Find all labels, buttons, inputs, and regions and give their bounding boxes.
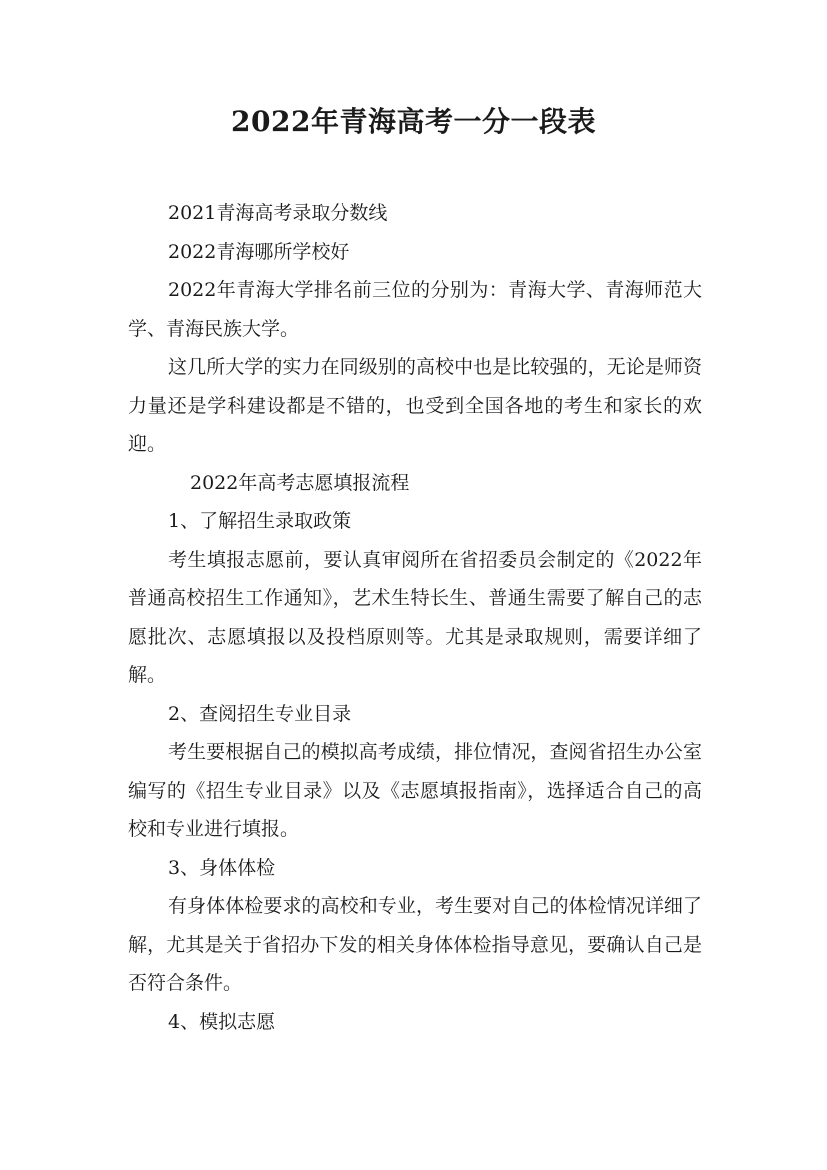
paragraph-2021-cutoff: 2021青海高考录取分数线 xyxy=(168,202,388,224)
section-heading-process: 2022年高考志愿填报流程 xyxy=(190,471,410,494)
paragraph-step-1: 考生填报志愿前，要认真审阅所在省招委员会制定的《2022年普通高校招生工作通知》，艺术生特长生、普通生需要了解自己的志愿批次、志愿填报以及投档原则等。尤其是录取规则，需要详细了解。 xyxy=(128,548,702,686)
document-title: 2022年青海高考一分一段表 xyxy=(231,105,596,138)
paragraph-top-three: 2022年青海大学排名前三位的分别为：青海大学、青海师范大学、青海民族大学。 xyxy=(128,279,702,340)
step-heading-2: 2、查阅招生专业目录 xyxy=(168,702,352,725)
paragraph-best-schools: 2022青海哪所学校好 xyxy=(168,240,350,263)
paragraph-step-3: 有身体体检要求的高校和专业，考生要对自己的体检情况详细了解，尤其是关于省招办下发的相关身体体检指导意见，要确认自己是否符合条件。 xyxy=(128,895,702,994)
paragraph-step-2: 考生要根据自己的模拟高考成绩，排位情况，查阅省招生办公室编写的《招生专业目录》以及《志愿填报指南》，选择适合自己的高校和专业进行填报。 xyxy=(128,741,702,840)
step-heading-3: 3、身体体检 xyxy=(168,856,276,879)
step-heading-4: 4、模拟志愿 xyxy=(168,1010,276,1033)
document-body xyxy=(128,194,702,1041)
paragraph-strength: 这几所大学的实力在同级别的高校中也是比较强的，无论是师资力量还是学科建设都是不错的，也受到全国各地的考生和家长的欢迎。 xyxy=(128,356,702,455)
step-heading-1: 1、了解招生录取政策 xyxy=(168,510,352,532)
